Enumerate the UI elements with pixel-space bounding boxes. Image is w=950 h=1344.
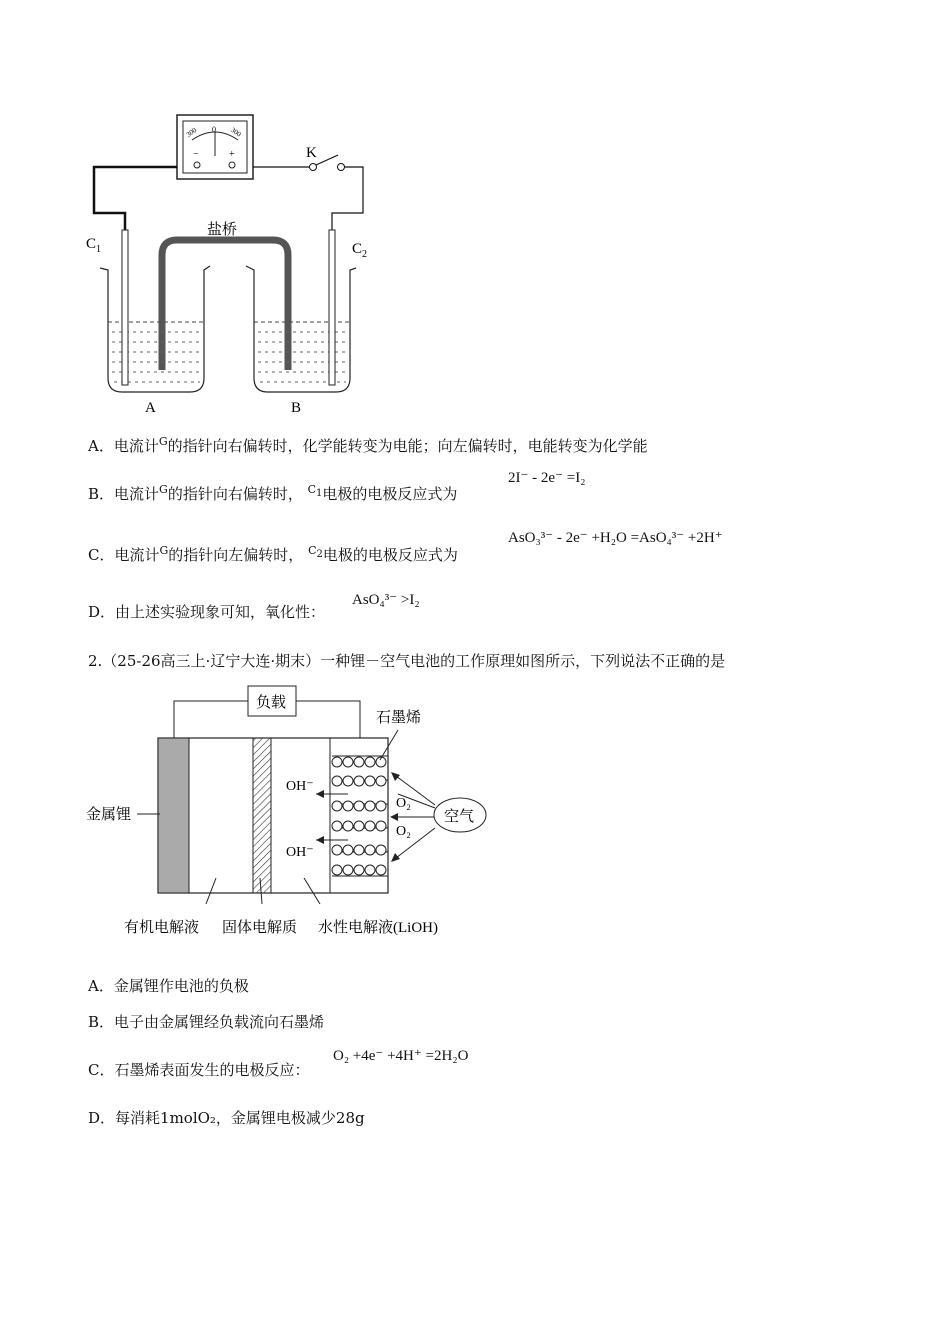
- aqueous-electrolyte-label: 水性电解液(LiOH): [318, 920, 438, 936]
- load-label: 负载: [256, 695, 287, 711]
- q1-option-b: B．电流计$^G$的指针向右偏转时， $^{C_1}$电极的电极反应式为: [88, 483, 458, 503]
- beaker-a-label: A: [145, 400, 156, 416]
- graphene-label: 石墨烯: [376, 710, 422, 726]
- q1-option-d: D．由上述实验现象可知，氧化性：: [88, 603, 326, 621]
- q2-option-c: C．石墨烯表面发生的电极反应：: [88, 1061, 310, 1079]
- meter-scale-left: 300: [184, 126, 199, 139]
- galvanic-cell-figure: [80, 110, 400, 420]
- beaker-b-label: B: [291, 400, 302, 416]
- o2-label-1: O₂: [396, 796, 411, 811]
- q1-option-b-equation: 2I⁻ - 2e⁻ =I₂: [508, 470, 586, 486]
- galvanometer: [177, 115, 253, 179]
- solid-electrolyte-label: 固体电解质: [222, 920, 298, 936]
- q1-option-c-equation: AsO₃³⁻ - 2e⁻ +H₂O =AsO₄³⁻ +2H⁺: [508, 530, 723, 546]
- beaker-a: [100, 230, 210, 392]
- electrode-c1-label: $C_1$: [86, 236, 102, 255]
- lithium-label: 金属锂: [86, 807, 132, 823]
- q1-option-a: A．电流计$^G$的指针向右偏转时，化学能转变为电能；向左偏转时，电能转变为化学能: [88, 435, 648, 455]
- oh-label-2: OH⁻: [286, 845, 314, 860]
- meter-plus: +: [229, 149, 235, 160]
- electrode-c2-label: $C_2$: [352, 241, 368, 260]
- q1-option-c: C．电流计$^G$的指针向左偏转时， $^{C_2}$电极的电极反应式为: [88, 544, 458, 564]
- q2-option-c-equation: O₂ +4e⁻ +4H⁺ =2H₂O: [333, 1048, 469, 1064]
- beaker-b: [246, 230, 356, 392]
- meter-scale-right: 300: [229, 125, 243, 139]
- meter-scale-mid: 0: [212, 125, 216, 134]
- salt-bridge: [162, 240, 288, 370]
- meter-minus: −: [193, 149, 199, 160]
- q1-option-d-equation: AsO₄³⁻ >I₂: [352, 592, 420, 608]
- o2-label-2: O₂: [396, 824, 411, 839]
- q2-stem: 2.（25-26高三上·辽宁大连·期末）一种锂－空气电池的工作原理如图所示，下列说法不正确的是: [88, 652, 726, 670]
- lithium-electrode: [158, 738, 189, 893]
- switch-label: K: [306, 145, 317, 161]
- air-label: 空气: [444, 809, 475, 825]
- salt-bridge-label: 盐桥: [207, 222, 238, 238]
- organic-electrolyte-label: 有机电解液: [124, 920, 200, 936]
- q2-option-d: D．每消耗1molO₂，金属锂电极减少28g: [88, 1109, 365, 1127]
- lithium-air-battery-figure: [80, 680, 500, 945]
- oh-label-1: OH⁻: [286, 779, 314, 794]
- q2-option-a: A．金属锂作电池的负极: [88, 977, 249, 995]
- solid-electrolyte: [253, 738, 271, 893]
- q2-option-b: B．电子由金属锂经负载流向石墨烯: [88, 1013, 325, 1031]
